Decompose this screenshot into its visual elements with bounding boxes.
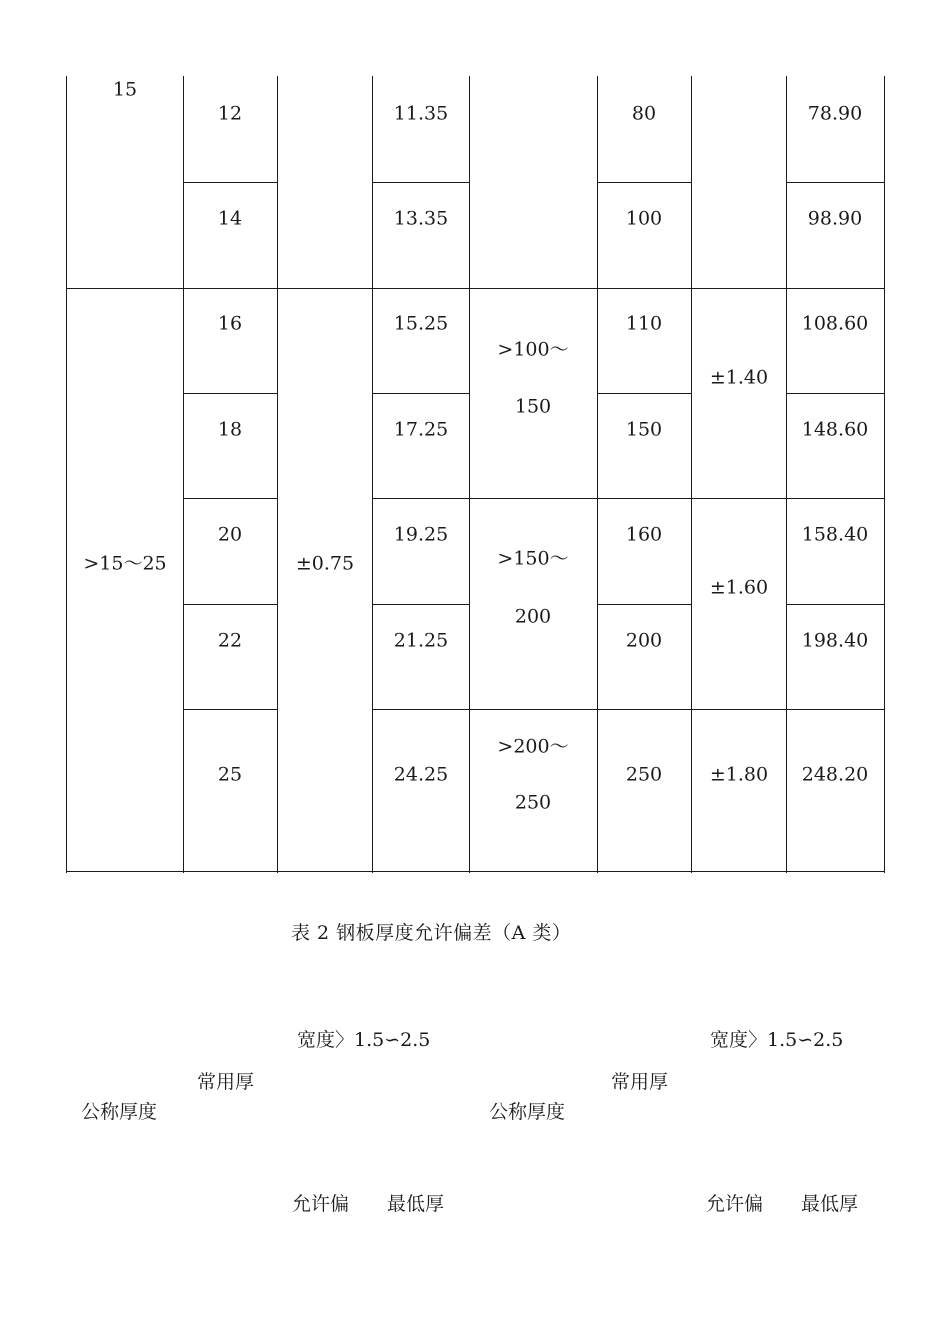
min-thickness-cell: 11.35	[393, 102, 449, 125]
width-label-right: 宽度〉1.5∽2.5	[710, 1029, 844, 1051]
range-cell: 250	[514, 791, 552, 814]
table-col-divider	[597, 76, 598, 873]
min-thickness-cell: 148.60	[801, 418, 869, 441]
common-thickness-cell: 16	[217, 312, 243, 335]
row-divider	[372, 498, 885, 499]
common-thickness-cell: 150	[625, 418, 663, 441]
row-divider	[183, 709, 277, 710]
row-divider	[183, 498, 277, 499]
min-thickness-cell: 21.25	[393, 629, 449, 652]
min-thickness-cell: 248.20	[801, 763, 869, 786]
range-cell: >150～	[497, 547, 569, 570]
common-thickness-cell: 20	[217, 523, 243, 546]
table-col-divider	[183, 76, 184, 873]
min-thickness-cell: 198.40	[801, 629, 869, 652]
common-thickness-label-left: 常用厚	[197, 1071, 255, 1093]
group-divider	[66, 288, 885, 289]
tolerance-cell: ±1.40	[709, 366, 769, 389]
common-thickness-cell: 80	[631, 102, 657, 125]
row-divider	[786, 393, 884, 394]
common-thickness-cell: 160	[625, 523, 663, 546]
row-divider	[183, 604, 277, 605]
min-thickness-cell: 24.25	[393, 763, 449, 786]
min-thickness-cell: 78.90	[807, 102, 863, 125]
common-thickness-label-right: 常用厚	[611, 1071, 669, 1093]
table-caption: 表 2 钢板厚度允许偏差（A 类）	[291, 922, 572, 944]
range-cell: >100～	[497, 338, 569, 361]
min-thickness-cell: 108.60	[801, 312, 869, 335]
common-thickness-cell: 100	[625, 207, 663, 230]
nominal-thickness-label-left: 公称厚度	[81, 1101, 158, 1123]
common-thickness-cell: 14	[217, 207, 243, 230]
row-divider	[372, 604, 469, 605]
min-thickness-cell: 158.40	[801, 523, 869, 546]
row-divider	[597, 182, 691, 183]
allowed-deviation-label-right: 允许偏	[706, 1193, 764, 1215]
nominal-thickness-label-right: 公称厚度	[489, 1101, 566, 1123]
min-thickness-cell: 19.25	[393, 523, 449, 546]
common-thickness-cell: 18	[217, 418, 243, 441]
row-divider	[183, 182, 277, 183]
min-thickness-cell: 17.25	[393, 418, 449, 441]
table-col-divider	[786, 76, 787, 873]
range-cell: 150	[514, 395, 552, 418]
tolerance-cell: ±0.75	[295, 552, 355, 575]
row-divider	[597, 393, 691, 394]
min-thickness-cell: 15.25	[393, 312, 449, 335]
common-thickness-cell: 110	[625, 312, 663, 335]
row-divider	[372, 709, 885, 710]
min-thickness-cell: 13.35	[393, 207, 449, 230]
min-thickness-label-right: 最低厚	[801, 1193, 859, 1215]
table-border-right	[884, 76, 885, 873]
row-divider	[183, 393, 277, 394]
common-thickness-cell: 12	[217, 102, 243, 125]
range-cell: 200	[514, 605, 552, 628]
nominal-thickness-cell: 15	[112, 78, 138, 101]
row-divider	[786, 182, 884, 183]
allowed-deviation-label-left: 允许偏	[292, 1193, 350, 1215]
width-label-left: 宽度〉1.5∽2.5	[297, 1029, 431, 1051]
min-thickness-label-left: 最低厚	[387, 1193, 445, 1215]
common-thickness-cell: 200	[625, 629, 663, 652]
table-border-left	[66, 76, 67, 873]
row-divider	[786, 604, 884, 605]
tolerance-cell: ±1.60	[709, 576, 769, 599]
common-thickness-cell: 25	[217, 763, 243, 786]
common-thickness-cell: 250	[625, 763, 663, 786]
row-divider	[597, 604, 691, 605]
range-cell: >200～	[497, 735, 569, 758]
row-divider	[372, 182, 469, 183]
table-col-divider	[691, 76, 692, 873]
table-border-bottom	[66, 871, 885, 872]
common-thickness-cell: 22	[217, 629, 243, 652]
row-divider	[372, 393, 469, 394]
table-col-divider	[277, 76, 278, 873]
min-thickness-cell: 98.90	[807, 207, 863, 230]
table-col-divider	[469, 76, 470, 873]
tolerance-cell: ±1.80	[709, 763, 769, 786]
table-col-divider	[372, 76, 373, 873]
nominal-thickness-cell: >15～25	[83, 552, 167, 575]
